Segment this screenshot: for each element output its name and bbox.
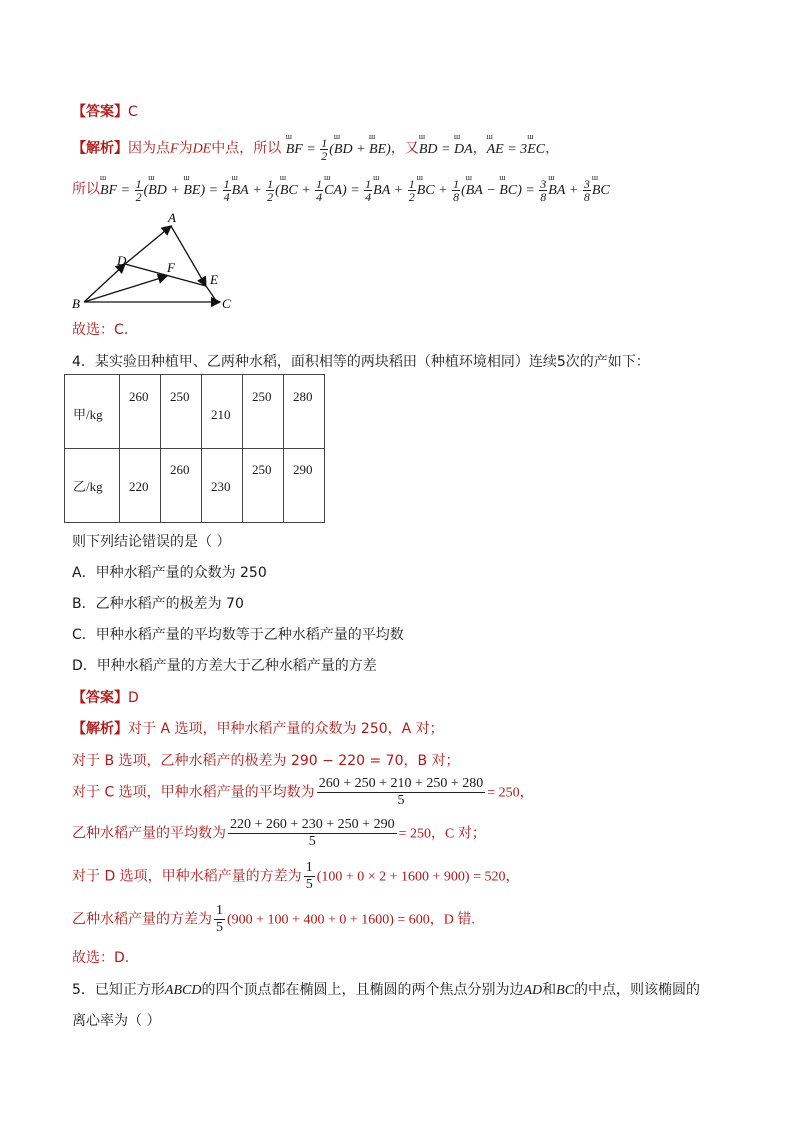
analysis-text: ，又 <box>390 140 419 157</box>
mean-fraction <box>317 776 486 809</box>
analysis-text: ， <box>472 140 487 157</box>
vector-expression: ш AE = 3ш EC <box>487 142 545 157</box>
question-text: 的中点，则该椭圆的 <box>574 982 701 998</box>
cell-value: 220 <box>129 479 149 494</box>
analysis-tag: 【解析】 <box>72 721 128 737</box>
segment-DA <box>125 226 171 264</box>
q4-analysis-d2 <box>72 903 475 936</box>
row-label-cell <box>65 375 120 449</box>
q3-choose: 故选：C. <box>72 322 129 338</box>
q4-analysis-c2 <box>72 817 486 850</box>
q4-analysis-b: 对于 B 选项，乙种水稻产的极差为 290 − 220 = 70，B 对； <box>72 753 460 769</box>
q4-question: 则下列结论错误的是（ ） <box>72 534 231 550</box>
segment-label: BC <box>556 983 575 998</box>
analysis-text: 所以 <box>72 181 100 198</box>
segment-DE <box>125 264 206 286</box>
triangle-diagram <box>70 210 240 310</box>
q4-choose: 故选：D. <box>72 950 130 966</box>
analysis-text: 对于 D 选项，甲种水稻产量的方差为 <box>72 868 302 885</box>
q4-analysis-d1 <box>72 860 520 893</box>
answer-value: C <box>128 104 138 120</box>
fraction-denominator: 5 <box>308 834 316 849</box>
table-row <box>65 449 325 523</box>
table-cell <box>161 375 202 449</box>
mean-fraction <box>228 817 397 850</box>
answer-tag: 【答案】 <box>72 690 128 706</box>
segment-BD <box>84 264 125 302</box>
cell-value: 260 <box>170 462 190 477</box>
variance-fraction: $\frac{1}{5}$ <box>216 903 223 935</box>
q3-analysis-line2 <box>72 178 610 203</box>
option-b: B．乙种水稻产的极差为 70 <box>72 596 244 612</box>
analysis-text: 中点，所以 <box>211 140 282 157</box>
question-text: 的四个顶点都在椭圆上，且椭圆的两个焦点分别为边 <box>201 982 524 998</box>
table-cell <box>284 449 325 523</box>
answer-tag: 【答案】 <box>72 104 128 120</box>
cell-value: 250 <box>252 462 272 477</box>
variance-fraction: $\frac{1}{5}$ <box>305 860 313 892</box>
cell-value: 210 <box>211 407 231 422</box>
option-a: A．甲种水稻产量的众数为 250 <box>72 565 267 581</box>
yield-table <box>64 374 325 523</box>
row-label-cell <box>65 449 120 523</box>
analysis-text: 乙种水稻产量的方差为 <box>72 911 212 928</box>
analysis-text: = 250，C 对； <box>398 826 486 842</box>
table-cell <box>120 449 161 523</box>
table-cell <box>243 375 284 449</box>
fraction-numerator: 220 + 260 + 230 + 250 + 290 <box>230 817 395 832</box>
analysis-text: = 250， <box>487 785 534 801</box>
label-B: B <box>72 296 80 310</box>
label-C: C <box>222 296 231 310</box>
label-F: F <box>167 260 175 275</box>
table-cell <box>284 375 325 449</box>
q5-line2: 离心率为（ ） <box>72 1013 161 1029</box>
cell-value: 230 <box>211 479 231 494</box>
q4-analysis-a <box>72 718 444 738</box>
analysis-text: 因为点 <box>128 140 170 157</box>
label-A: A <box>168 210 176 225</box>
analysis-text: ， <box>545 140 560 157</box>
table-cell <box>161 449 202 523</box>
segment-AE <box>171 226 206 286</box>
cell-value: 250 <box>170 389 190 404</box>
q3-analysis-line1 <box>72 137 559 162</box>
analysis-tag: 【解析】 <box>72 140 128 157</box>
fraction-numerator: 260 + 250 + 210 + 250 + 280 <box>318 776 484 791</box>
vector-derivation: ш BF = $\frac{1}{2}$ (ш BD + ш BE) = $\frac{1}{4}$ ш BA + $\frac{1}{2}$ (ш BC + $\frac{1}{4}$ ш CA) = $\frac{1}{4}$ ш BA + $\frac{1}{2}$ ш BC + $\frac{1}{8}$ (ш BA − ш BC) = $\frac{3}{8}$ ш BA + $\frac{3}{8}$ ш BC <box>100 183 610 198</box>
option-d: D．甲种水稻产量的方差大于乙种水稻产量的方差 <box>72 658 377 674</box>
segment-EC <box>206 286 217 302</box>
analysis-text: (100 + 0 × 2 + 1600 + 900) = 520， <box>316 869 520 885</box>
analysis-text: 对于 A 选项，甲种水稻产量的众数为 250，A 对； <box>128 721 444 737</box>
question-text: 和 <box>542 982 557 998</box>
analysis-text: (900 + 100 + 400 + 0 + 1600) = 600，D 错. <box>227 912 475 928</box>
vector-expression: ш BD = ш DA <box>419 142 473 157</box>
q4-stem: 4．某实验田种植甲、乙两种水稻，面积相等的两块稻田（种植环境相同）连续5次的产如下： <box>72 354 650 370</box>
fraction-denominator: 5 <box>397 793 405 808</box>
q4-answer <box>72 687 139 707</box>
table-cell <box>120 375 161 449</box>
analysis-text: 为 <box>178 140 193 157</box>
cell-value: 290 <box>293 462 313 477</box>
analysis-text: 对于 C 选项，甲种水稻产量的平均数为 <box>72 784 315 801</box>
q5-line1 <box>72 979 700 999</box>
answer-value: D <box>128 690 139 706</box>
label-D: D <box>117 253 127 268</box>
q3-answer <box>72 101 138 121</box>
cell-value: 260 <box>129 389 149 404</box>
table-row <box>65 375 325 449</box>
label-E: E <box>210 272 218 287</box>
analysis-text: 乙种水稻产量的平均数为 <box>72 825 226 842</box>
table-cell <box>202 449 243 523</box>
segment-label: AD <box>523 983 543 998</box>
q4-analysis-c1 <box>72 776 534 809</box>
cell-value: 280 <box>293 389 313 404</box>
vector-expression: ш BF = $\frac{1}{2}$ (ш BD + ш BE) <box>286 142 391 157</box>
segment-label: DE <box>192 141 212 157</box>
row-label: 乙/kg <box>73 479 103 494</box>
point-label: F <box>170 141 179 157</box>
table-cell <box>202 375 243 449</box>
square-label: ABCD <box>164 983 202 998</box>
question-text: 5．已知正方形 <box>72 982 165 998</box>
table-cell <box>243 449 284 523</box>
row-label: 甲/kg <box>73 407 103 422</box>
cell-value: 250 <box>252 389 272 404</box>
option-c: C．甲种水稻产量的平均数等于乙种水稻产量的平均数 <box>72 627 404 643</box>
segment-BF <box>84 276 167 302</box>
